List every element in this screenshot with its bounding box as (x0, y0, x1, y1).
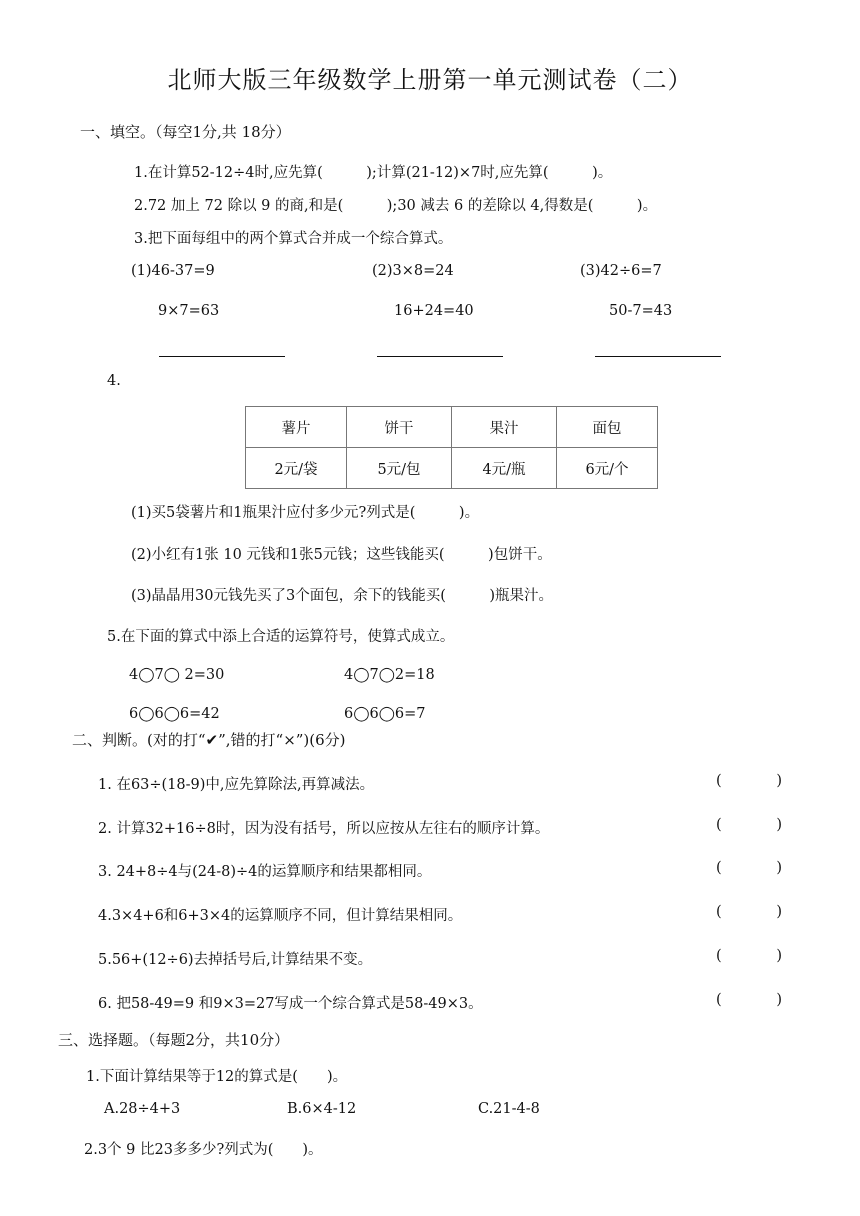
q4-sub-1: (1)买5袋薯片和1瓶果汁应付多少元?列式是( )。 (131, 505, 480, 521)
q3-group-2-first: (2)3×8=24 (372, 263, 454, 279)
judge-item-1: 1. 在63÷(18-9)中,应先算除法,再算减法。 (98, 777, 375, 793)
table-cell-price: 5元/包 (347, 448, 452, 489)
price-table (245, 406, 658, 489)
choice-option-b[interactable]: B.6×4-12 (287, 1101, 357, 1117)
choice-option-a[interactable]: A.28÷4+3 (104, 1101, 181, 1117)
page-title: 北师大版三年级数学上册第一单元测试卷（二） (167, 66, 693, 94)
q3-group-3-first: (3)42÷6=7 (580, 263, 662, 279)
section3-heading: 三、选择题。（每题2分，共10分） (58, 1031, 290, 1049)
table-row (246, 407, 658, 448)
table-cell-price: 2元/袋 (246, 448, 347, 489)
q3-group-2-second: 16+24=40 (394, 303, 474, 319)
q3-group-1-first: (1)46-37=9 (131, 263, 215, 279)
table-cell-item: 面包 (557, 407, 658, 448)
q5-equation-1: 4◯7◯ 2=30 (129, 667, 225, 683)
table-cell-price: 6元/个 (557, 448, 658, 489)
table-cell-item: 饼干 (347, 407, 452, 448)
q4-sub-3: (3)晶晶用30元钱先买了3个面包，余下的钱能买( )瓶果汁。 (131, 588, 554, 604)
table-cell-item: 果汁 (452, 407, 557, 448)
q4-sub-2: (2)小红有1张 10 元钱和1张5元钱；这些钱能买( )包饼干。 (131, 547, 552, 563)
fill-question-5: 5.在下面的算式中添上合适的运算符号，使算式成立。 (107, 629, 455, 645)
table-row (246, 448, 658, 489)
answer-line-3[interactable] (595, 356, 721, 357)
judge-item-5: 5.56+(12÷6)去掉括号后,计算结果不变。 (98, 952, 373, 968)
judge-item-2: 2. 计算32+16÷8时，因为没有括号，所以应按从左往右的顺序计算。 (98, 821, 550, 837)
judge-item-3: 3. 24+8÷4与(24-8)÷4的运算顺序和结果都相同。 (98, 864, 432, 880)
fill-question-2: 2.72 加上 72 除以 9 的商,和是( );30 减去 6 的差除以 4,得数是( )。 (134, 198, 658, 214)
choice-question-2: 2.3个 9 比23多多少?列式为( )。 (84, 1142, 323, 1158)
fill-question-1: 1.在计算52-12÷4时,应先算( );计算(21-12)×7时,应先算( )。 (134, 165, 613, 181)
section2-heading: 二、判断。(对的打“✔”,错的打“×”)(6分) (72, 731, 346, 749)
choice-question-1: 1.下面计算结果等于12的算式是( )。 (86, 1069, 348, 1085)
answer-line-1[interactable] (159, 356, 285, 357)
judge-item-6: 6. 把58-49=9 和9×3=27写成一个综合算式是58-49×3。 (98, 996, 483, 1012)
fill-question-3: 3.把下面每组中的两个算式合并成一个综合算式。 (134, 231, 453, 247)
q5-equation-2: 4◯7◯2=18 (344, 667, 435, 683)
q3-group-1-second: 9×7=63 (158, 303, 220, 319)
answer-line-2[interactable] (377, 356, 503, 357)
table-cell-item: 薯片 (246, 407, 347, 448)
q3-group-3-second: 50-7=43 (609, 303, 673, 319)
q5-equation-3: 6◯6◯6=42 (129, 706, 220, 722)
judge-item-4: 4.3×4+6和6+3×4的运算顺序不同，但计算结果相同。 (98, 908, 463, 924)
fill-question-4-label: 4. (107, 373, 121, 389)
table-cell-price: 4元/瓶 (452, 448, 557, 489)
choice-option-c[interactable]: C.21-4-8 (478, 1101, 540, 1117)
q5-equation-4: 6◯6◯6=7 (344, 706, 426, 722)
section1-heading: 一、填空。（每空1分,共 18分） (80, 123, 291, 141)
